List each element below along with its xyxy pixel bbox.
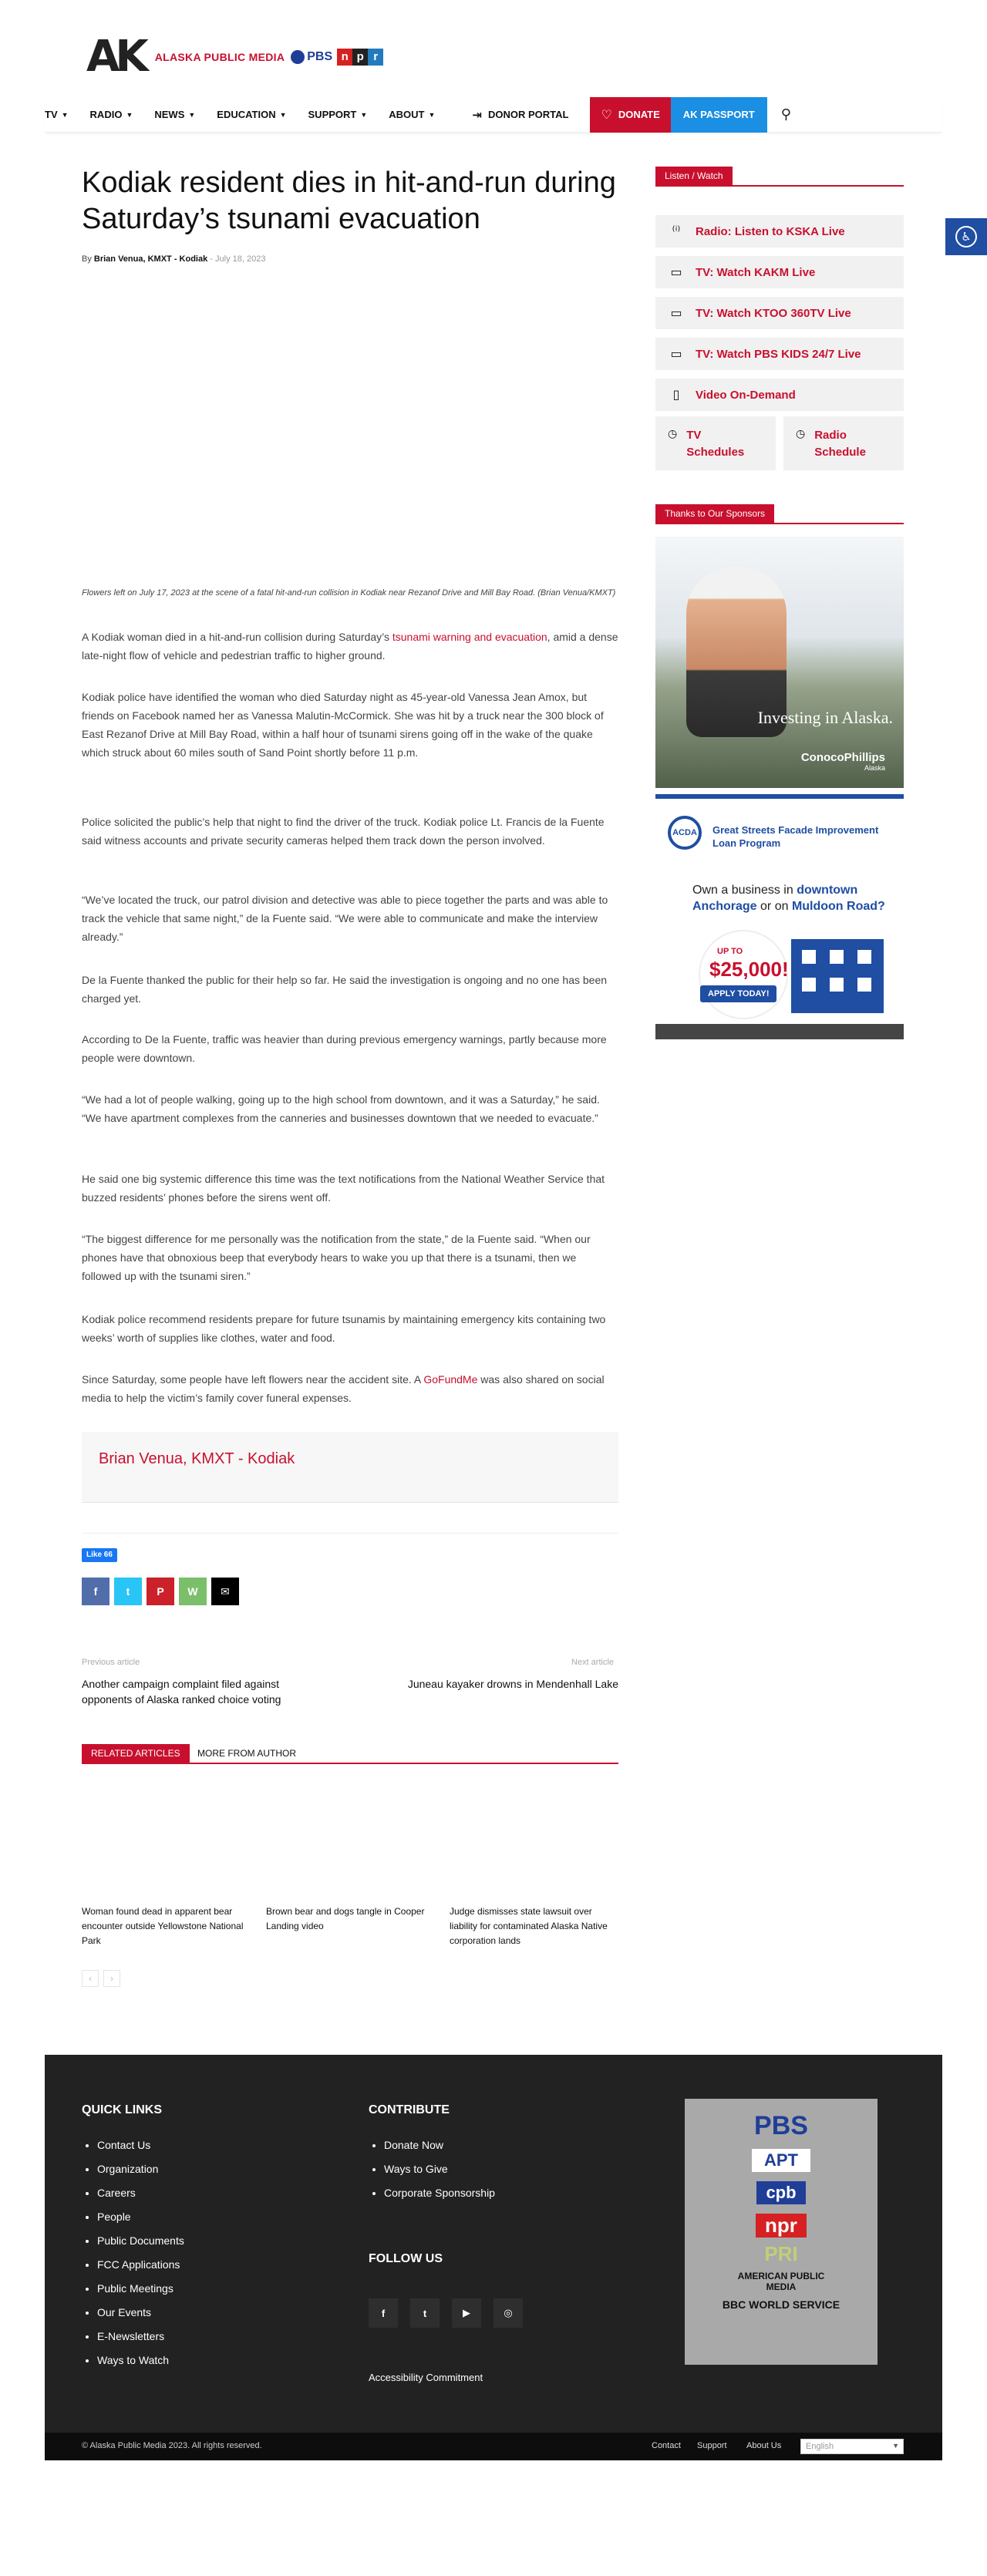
logo-org-name: ALASKA PUBLIC MEDIA [154,51,285,63]
apm-partner-logo: AMERICAN PUBLIC MEDIA [737,2271,825,2292]
apt-partner-logo: APT [752,2149,810,2172]
ad2-amount: $25,000! [709,958,789,981]
author-link[interactable]: Brian Venua, KMXT - Kodiak [93,254,208,264]
ad2-road [655,1024,904,1039]
pbs-head-icon [291,50,305,64]
paragraph: Since Saturday, some people have left flowers near the accident site. A GoFundMe was also shared on social media to help the victim’s family cover funeral expenses. [82,1373,605,1404]
npr-logo [337,49,383,66]
radio-icon: ⁽ⁱ⁾ [672,225,681,238]
sub-footer [45,2433,942,2460]
logo-mark: AK [86,32,144,82]
bottom-about-link[interactable]: About Us [746,2441,782,2450]
chevron-down-icon: ▼ [279,110,287,119]
author-box [82,1432,618,1503]
prev-article-label: Previous article [82,1658,140,1667]
conocophillips-ad[interactable] [655,537,904,788]
accessibility-toolbar-button[interactable] [945,218,987,255]
sign-in-icon: ⇥ [472,108,482,122]
paragraph: According to De la Fuente, traffic was heavier than during previous emergency warnings, partly because more people were downtown. [82,1033,607,1064]
paragraph: De la Fuente thanked the public for their help so far. He said the investigation is ongoing and no one has been charged yet. [82,974,608,1005]
chevron-down-icon: ▼ [892,2442,899,2450]
image-caption: Flowers left on July 17, 2023 at the scene of a fatal hit-and-run collision in Kodiak near Rezanof Drive and Mill Bay Road. (Brian Venua/KMXT) [82,588,616,598]
language-select[interactable]: English ▼ [800,2439,904,2454]
pri-partner-logo: PRI [764,2242,798,2265]
tv-schedules-link[interactable]: ◷ TV Schedules [655,416,776,470]
ad2-title: Great Streets Facade Improvement Loan Program [712,824,879,849]
related-pager [82,1970,125,1987]
paragraph: “We had a lot of people walking, going up to the high school from downtown, and it was a Saturday,” he said. “We have apartment complexes from the canneries and businesses downtown that we needed to evacuate.” [82,1093,600,1124]
chevron-down-icon: ▼ [428,110,436,119]
accessibility-commitment-link[interactable]: Accessibility Commitment [369,2372,483,2383]
main-nav [45,97,942,133]
acda-logo: ACDA [668,816,702,850]
share-email-icon[interactable]: ✉ [211,1578,239,1605]
listen-watch-heading: Listen / Watch [655,167,904,187]
site-logo[interactable] [86,34,383,80]
facebook-icon[interactable]: f [369,2298,398,2328]
footer-link[interactable]: • Public Documents [97,2229,184,2253]
npr-p: p [352,49,368,66]
sponsors-heading: Thanks to Our Sponsors [655,504,904,524]
footer-link[interactable]: • People [97,2205,184,2229]
facebook-like-button[interactable]: Like 66 [82,1548,117,1562]
ad2-question: Own a business in downtown Anchorage or on Muldoon Road? [692,884,885,913]
paragraph: Kodiak police recommend residents prepare for future tsunamis by maintaining emergency kits containing two weeks’ worth of supplies like clothes, water and food. [82,1313,606,1344]
ad2-up-to: UP TO [717,947,743,956]
chevron-down-icon: ▼ [188,110,196,119]
cpb-partner-logo: cpb [756,2181,805,2204]
ad1-brand: ConocoPhillips Alaska [800,751,885,772]
pbs-logo: PBS [291,50,332,64]
paragraph: A Kodiak woman died in a hit-and-run collision during Saturday’s tsunami warning and evacuation, amid a dense late-night flow of vehicle and pedestrian traffic to higher ground. [82,631,618,662]
nav-education[interactable]: EDUCATION ▼ [217,109,287,120]
footer-link[interactable]: • FCC Applications [97,2253,184,2277]
copyright: © Alaska Public Media 2023. All rights reserved. [82,2441,262,2450]
footer-link[interactable]: • Donate Now [384,2133,495,2157]
ad2-apply-button[interactable]: APPLY TODAY! [700,985,776,1002]
paragraph: “The biggest difference for me personally was the notification from the state,” de la Fuente said. “When our phones have that obnoxious beep that everybody hears to wake you up that there is a tsunami, then we followed up with the tsunami siren.” [82,1233,591,1282]
watch-pbs-kids-link[interactable]: ▭ TV: Watch PBS KIDS 24/7 Live [655,338,904,370]
ad2-top-bar [655,794,904,799]
byline: By Brian Venua, KMXT - Kodiak - July 18, 2023 [82,254,266,264]
ak-passport-button[interactable]: AK PASSPORT [671,97,767,133]
nav-news[interactable]: NEWS ▼ [154,109,196,120]
bbc-partner-logo: BBC WORLD SERVICE [722,2298,840,2311]
chevron-down-icon: ▼ [360,110,368,119]
npr-n: n [337,49,352,66]
publish-date: July 18, 2023 [215,254,266,264]
search-icon[interactable]: ⚲ [780,106,791,122]
prev-article-link[interactable]: Another campaign complaint filed against opponents of Alaska ranked choice voting [82,1678,281,1706]
pager-next-icon[interactable]: › [103,1970,120,1987]
accessibility-icon: ♿ [955,226,977,247]
related-article-link[interactable]: Brown bear and dogs tangle in Cooper Landing video [266,1906,425,1931]
npr-r: r [368,49,383,66]
chevron-down-icon: ▼ [126,110,133,119]
footer-link[interactable]: • Ways to Give [384,2157,495,2181]
ad1-tagline: Investing in Alaska. [757,708,893,727]
tv-icon: ▭ [670,348,682,361]
nav-support[interactable]: SUPPORT ▼ [308,109,368,120]
watch-kakm-link[interactable]: ▭ TV: Watch KAKM Live [655,256,904,288]
nav-radio[interactable]: RADIO ▼ [89,109,133,120]
paragraph: He said one big systemic difference this time was the text notifications from the National Weather Service that buzzed residents’ phones before the sirens went off. [82,1173,605,1204]
watch-ktoo-link[interactable]: ▭ TV: Watch KTOO 360TV Live [655,297,904,329]
share-buttons [82,1578,244,1605]
next-article-label: Next article [571,1658,615,1667]
quick-links-list [82,2133,184,2372]
related-article-link[interactable]: Judge dismisses state lawsuit over liability for contaminated Alaska Native corporation lands [450,1906,608,1946]
paragraph: Kodiak police have identified the woman who died Saturday night as 45-year-old Vanessa Jean Amox, but friends on Facebook named her as Vanessa Malutin-McCormick. She was hit by a truck near the 300 block of East Rezanof Drive at Mill Bay Road, within a half hour of tsunami sirens going off in the wake of the quake which struck about 60 miles south of Sand Point shortly before 11 p.m. [82,691,604,759]
contribute-heading: CONTRIBUTE [369,2103,450,2116]
tab-more-from-author[interactable]: MORE FROM AUTHOR [197,1748,296,1759]
next-article-link[interactable]: Juneau kayaker drowns in Mendenhall Lake [407,1678,618,1690]
gofundme-link[interactable]: GoFundMe [423,1373,478,1386]
footer-link[interactable]: • Our Events [97,2301,184,2325]
footer-link[interactable]: • Organization [97,2157,184,2181]
donor-portal-link[interactable]: ⇥ DONOR PORTAL [472,108,569,122]
share-pinterest-icon[interactable]: P [147,1578,174,1605]
tsunami-warning-link[interactable]: tsunami warning and evacuation [392,631,547,643]
footer-link[interactable]: • Careers [97,2181,184,2205]
tablet-icon: ▯ [672,389,680,402]
pbs-partner-logo: PBS [754,2111,808,2140]
partner-logos [685,2099,878,2365]
bottom-contact-link[interactable]: Contact [652,2441,681,2450]
footer-link[interactable]: • Contact Us [97,2133,184,2157]
footer [45,2055,942,2433]
tab-related-articles[interactable]: RELATED ARTICLES [82,1744,190,1763]
heart-icon: ♡ [601,108,612,122]
tv-icon: ▭ [670,307,682,320]
clock-icon: ◷ [668,427,678,439]
quick-links-heading: QUICK LINKS [82,2103,162,2116]
tv-icon: ▭ [670,266,682,279]
author-box-name[interactable]: Brian Venua, KMXT - Kodiak [99,1450,295,1467]
divider [82,1533,618,1534]
paragraph: “We’ve located the truck, our patrol division and detective was able to piece together the parts and was able to track the vehicle that same night,” de la Fuente said. “We were able to communicate and make the interview already.” [82,894,608,943]
acda-loan-ad[interactable] [655,788,904,1039]
related-tabs [82,1744,618,1764]
listen-kska-link[interactable]: ⁽ⁱ⁾ Radio: Listen to KSKA Live [655,215,904,247]
video-on-demand-link[interactable]: ▯ Video On-Demand [655,379,904,411]
twitter-icon[interactable]: t [410,2298,440,2328]
pager-prev-icon[interactable]: ‹ [82,1970,99,1987]
paragraph: Police solicited the public’s help that night to find the driver of the truck. Kodiak police Lt. Francis de la Fuente said witness accounts and private security cameras helped them track down the person involved. [82,816,605,847]
donate-button[interactable]: ♡ DONATE [590,97,670,133]
article-title: Kodiak resident dies in hit-and-run during Saturday’s tsunami evacuation [82,167,616,235]
clock-icon: ◷ [796,427,806,439]
footer-link[interactable]: • E-Newsletters [97,2325,184,2349]
nav-about[interactable]: ABOUT ▼ [389,109,436,120]
radio-schedule-link[interactable]: ◷ Radio Schedule [783,416,904,470]
bottom-support-link[interactable]: Support [697,2441,727,2450]
footer-link[interactable]: • Corporate Sponsorship [384,2181,495,2205]
footer-link[interactable]: • Public Meetings [97,2277,184,2301]
footer-link[interactable]: • Ways to Watch [97,2349,184,2372]
npr-partner-logo: npr [756,2214,807,2238]
related-article-link[interactable]: Woman found dead in apparent bear encounter outside Yellowstone National Park [82,1906,244,1946]
share-whatsapp-icon[interactable]: W [179,1578,207,1605]
nav-tv[interactable]: TV ▼ [45,109,69,120]
building-icon [791,939,884,1013]
contribute-list [369,2133,495,2205]
youtube-icon[interactable]: ▶ [452,2298,481,2328]
share-facebook-icon[interactable]: f [82,1578,109,1605]
instagram-icon[interactable]: ◎ [494,2298,523,2328]
follow-us-heading: FOLLOW US [369,2252,443,2265]
share-twitter-icon[interactable]: t [114,1578,142,1605]
chevron-down-icon: ▼ [61,110,69,119]
